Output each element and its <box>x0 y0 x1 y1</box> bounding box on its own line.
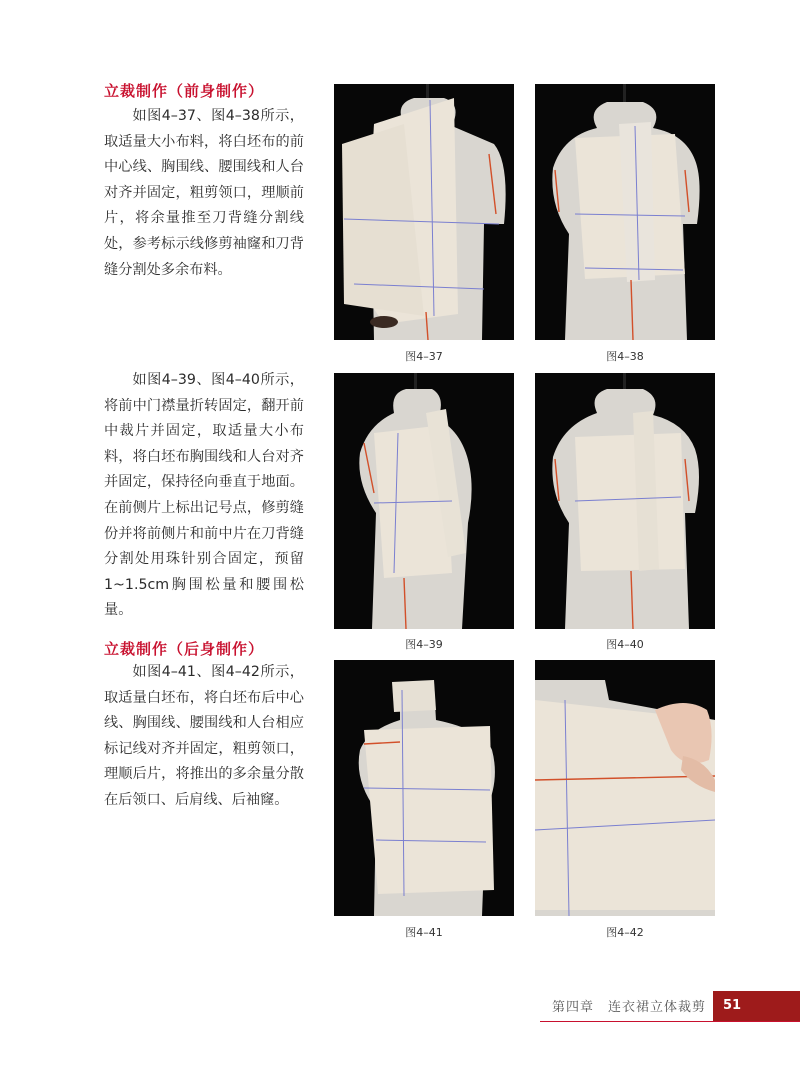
section-heading-front: 立裁制作（前身制作） <box>104 82 265 100</box>
figure-4-39-caption: 图4–39 <box>405 638 443 651</box>
figure-4-39-photo <box>334 373 514 629</box>
figure-4-41-photo <box>334 660 514 916</box>
paragraph-front-2: 如图4–39、图4–40所示，将前中门襟量折转固定，翻开前中裁片并固定，取适量大小布料，将白坯布胸围线和人台对齐并固定，保持径向垂直于地面。在前侧片上标出记号点，修剪缝份并将前侧片和前中片在刀背缝分割处用珠针别合固定，预留1~1.5cm胸围松量和腰围松量。 <box>104 372 304 619</box>
figure-4-38-photo <box>535 84 715 340</box>
figure-4-40-photo <box>535 373 715 629</box>
figure-4-37-photo <box>334 84 514 340</box>
figure-4-40-caption: 图4–40 <box>606 638 644 651</box>
page-number: 51 <box>713 991 800 1021</box>
figure-4-38-caption: 图4–38 <box>606 350 644 363</box>
section-heading-back: 立裁制作（后身制作） <box>104 640 265 658</box>
figure-4-42-photo <box>535 660 715 916</box>
figure-4-37-caption: 图4–37 <box>405 350 443 363</box>
paragraph-front-1: 如图4–37、图4–38所示，取适量大小布料，将白坯布的前中心线、胸围线、腰围线和人台对齐并固定，粗剪领口，理顺前片，将余量推至刀背缝分割线处，参考标示线修剪袖窿和刀背缝分割处多余布料。 <box>104 108 304 278</box>
figure-4-42-caption: 图4–42 <box>606 926 644 939</box>
figure-4-41-caption: 图4–41 <box>405 926 443 939</box>
footer-divider <box>540 1021 800 1022</box>
paragraph-back: 如图4–41、图4–42所示，取适量白坯布，将白坯布后中心线、胸围线、腰围线和人台相应标记线对齐并固定，粗剪领口，理顺后片，将推出的多余量分散在后领口、后肩线、后袖窿。 <box>104 664 304 808</box>
chapter-title: 第四章 连衣裙立体裁剪 <box>552 1000 707 1015</box>
